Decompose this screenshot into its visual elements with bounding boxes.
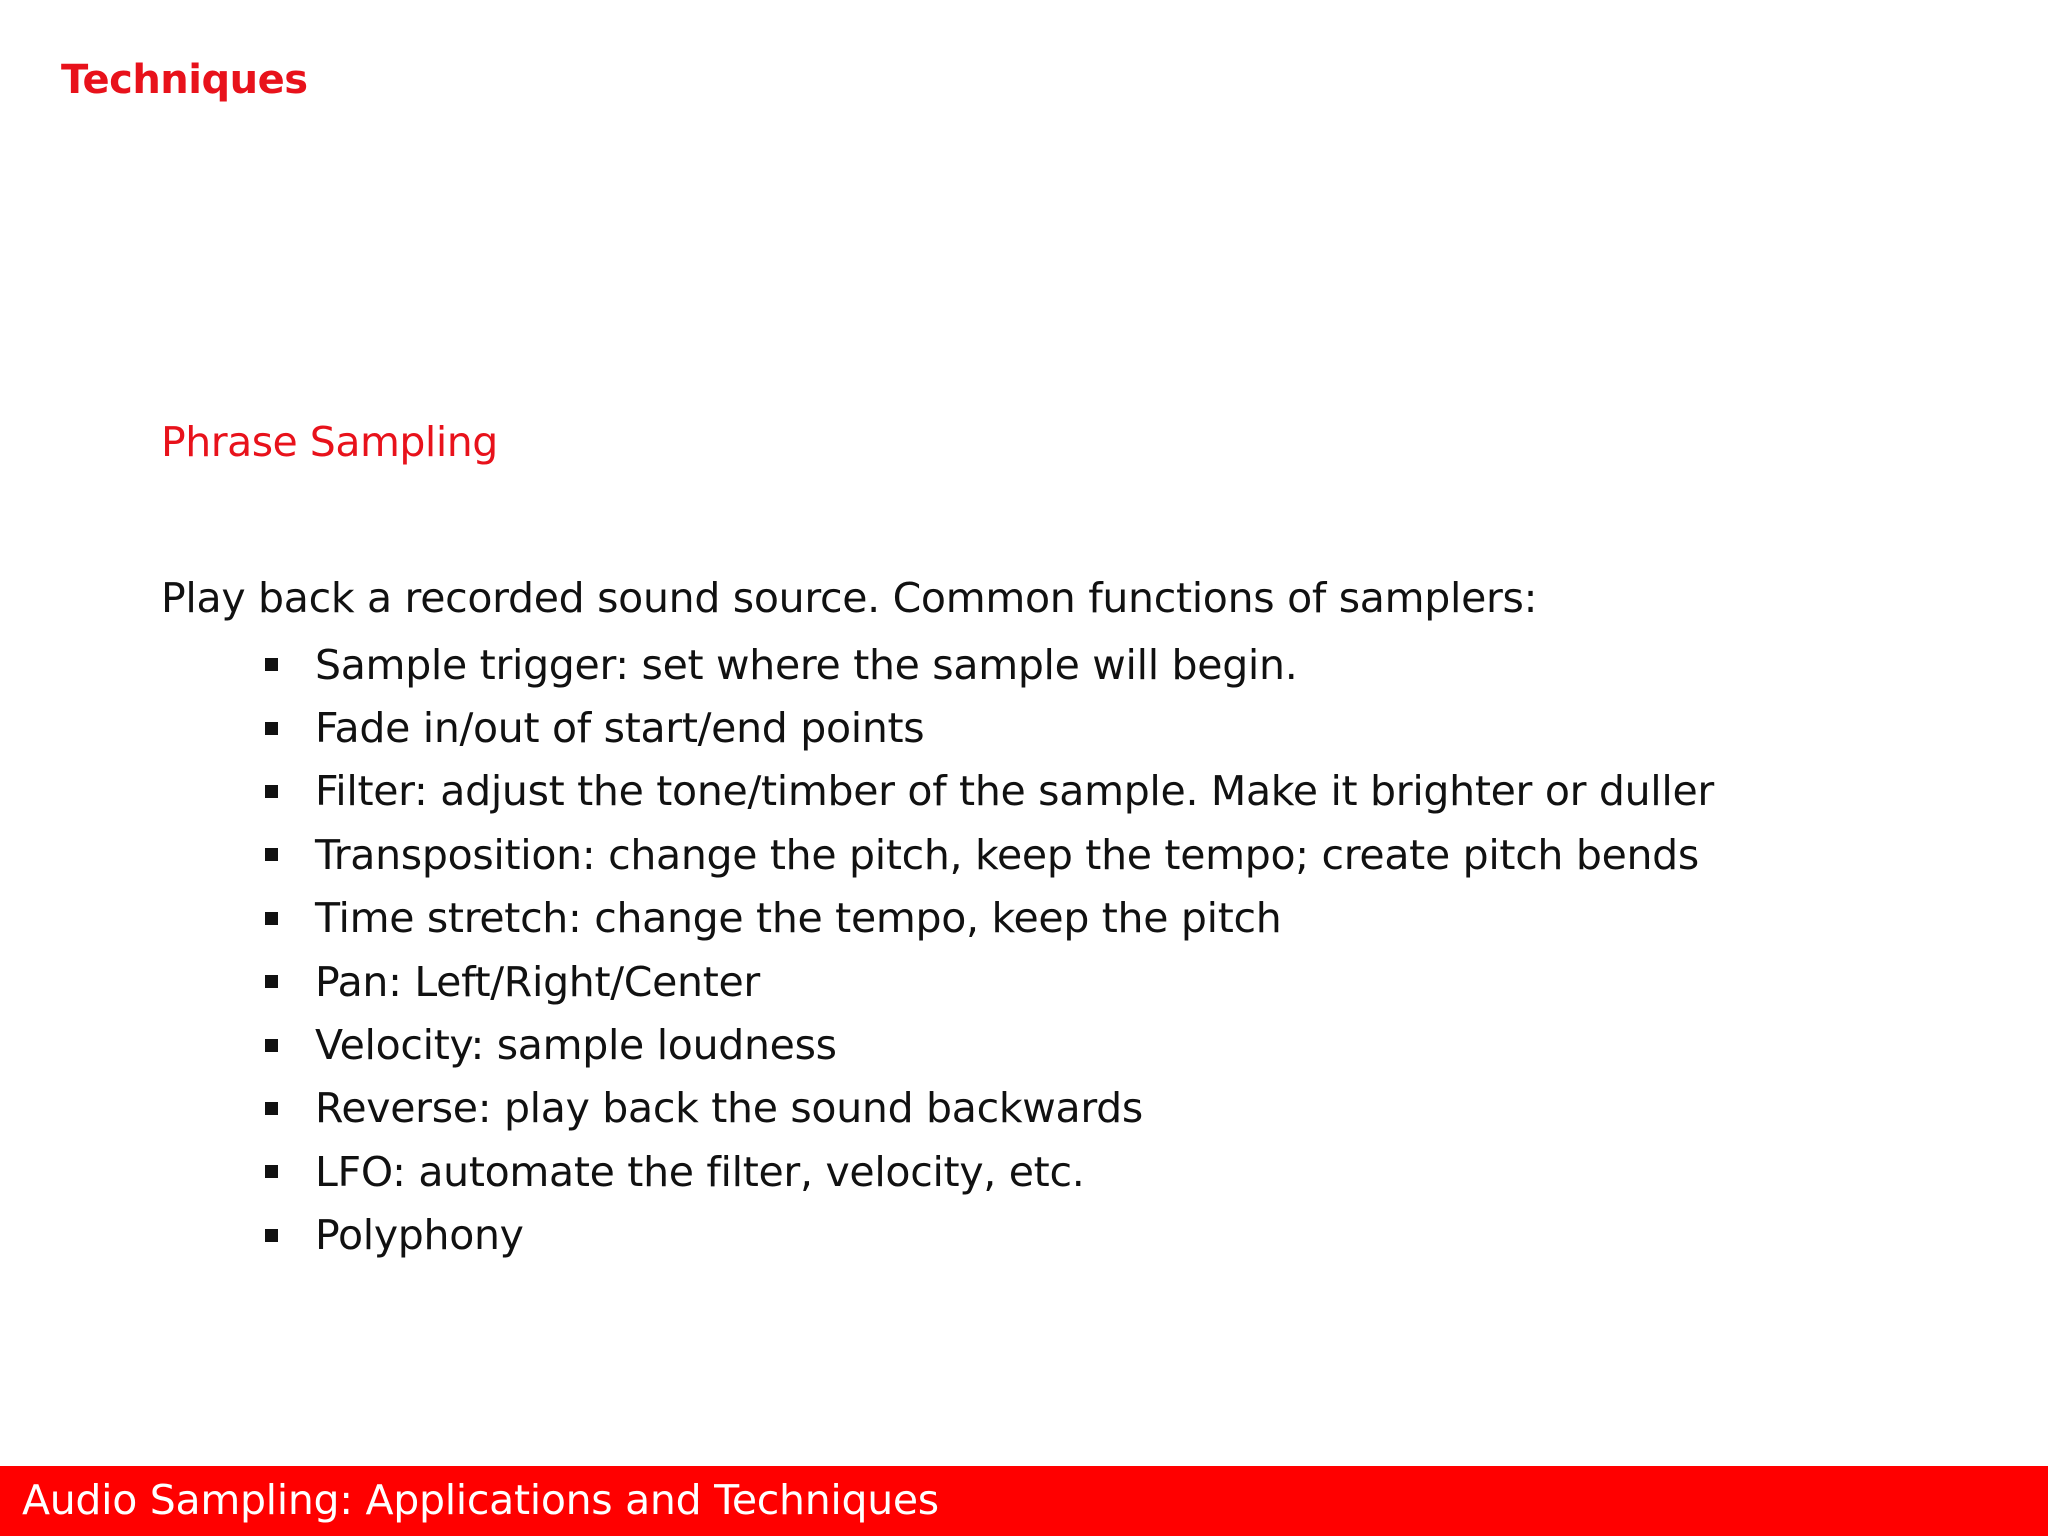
list-item [265,633,1714,696]
list-item [265,887,1714,950]
square-bullet-icon [265,1229,278,1242]
square-bullet-icon [265,1039,278,1052]
square-bullet-icon [265,785,278,798]
bullet-text: Fade in/out of start/end points [315,704,925,753]
bullet-text: LFO: automate the filter, velocity, etc. [315,1147,1085,1196]
bullet-text: Pan: Left/Right/Center [315,957,760,1006]
bullet-text: Transposition: change the pitch, keep the tempo; create pitch bends [315,830,1699,879]
square-bullet-icon [265,848,278,861]
slide-subtitle: Phrase Sampling [161,418,498,466]
footer-bar [0,1466,2048,1536]
list-item [265,1013,1714,1076]
bullet-text: Time stretch: change the tempo, keep the pitch [315,894,1282,943]
footer-title: Audio Sampling: Applications and Techniques [22,1476,939,1524]
intro-text: Play back a recorded sound source. Common functions of samplers: [161,574,1538,622]
list-item [265,1077,1714,1140]
list-item [265,1140,1714,1203]
bullet-text: Velocity: sample loudness [315,1021,837,1070]
square-bullet-icon [265,658,278,671]
bullet-text: Filter: adjust the tone/timber of the sample. Make it brighter or duller [315,767,1714,816]
bullet-text: Polyphony [315,1211,524,1260]
square-bullet-icon [265,722,278,735]
square-bullet-icon [265,1165,278,1178]
square-bullet-icon [265,912,278,925]
list-item [265,1204,1714,1267]
list-item [265,760,1714,823]
square-bullet-icon [265,975,278,988]
square-bullet-icon [265,1102,278,1115]
bullet-list [265,633,1714,1267]
list-item [265,823,1714,886]
list-item [265,950,1714,1013]
list-item [265,696,1714,759]
bullet-text: Reverse: play back the sound backwards [315,1084,1143,1133]
bullet-text: Sample trigger: set where the sample will begin. [315,640,1298,689]
slide-title: Techniques [61,57,308,103]
